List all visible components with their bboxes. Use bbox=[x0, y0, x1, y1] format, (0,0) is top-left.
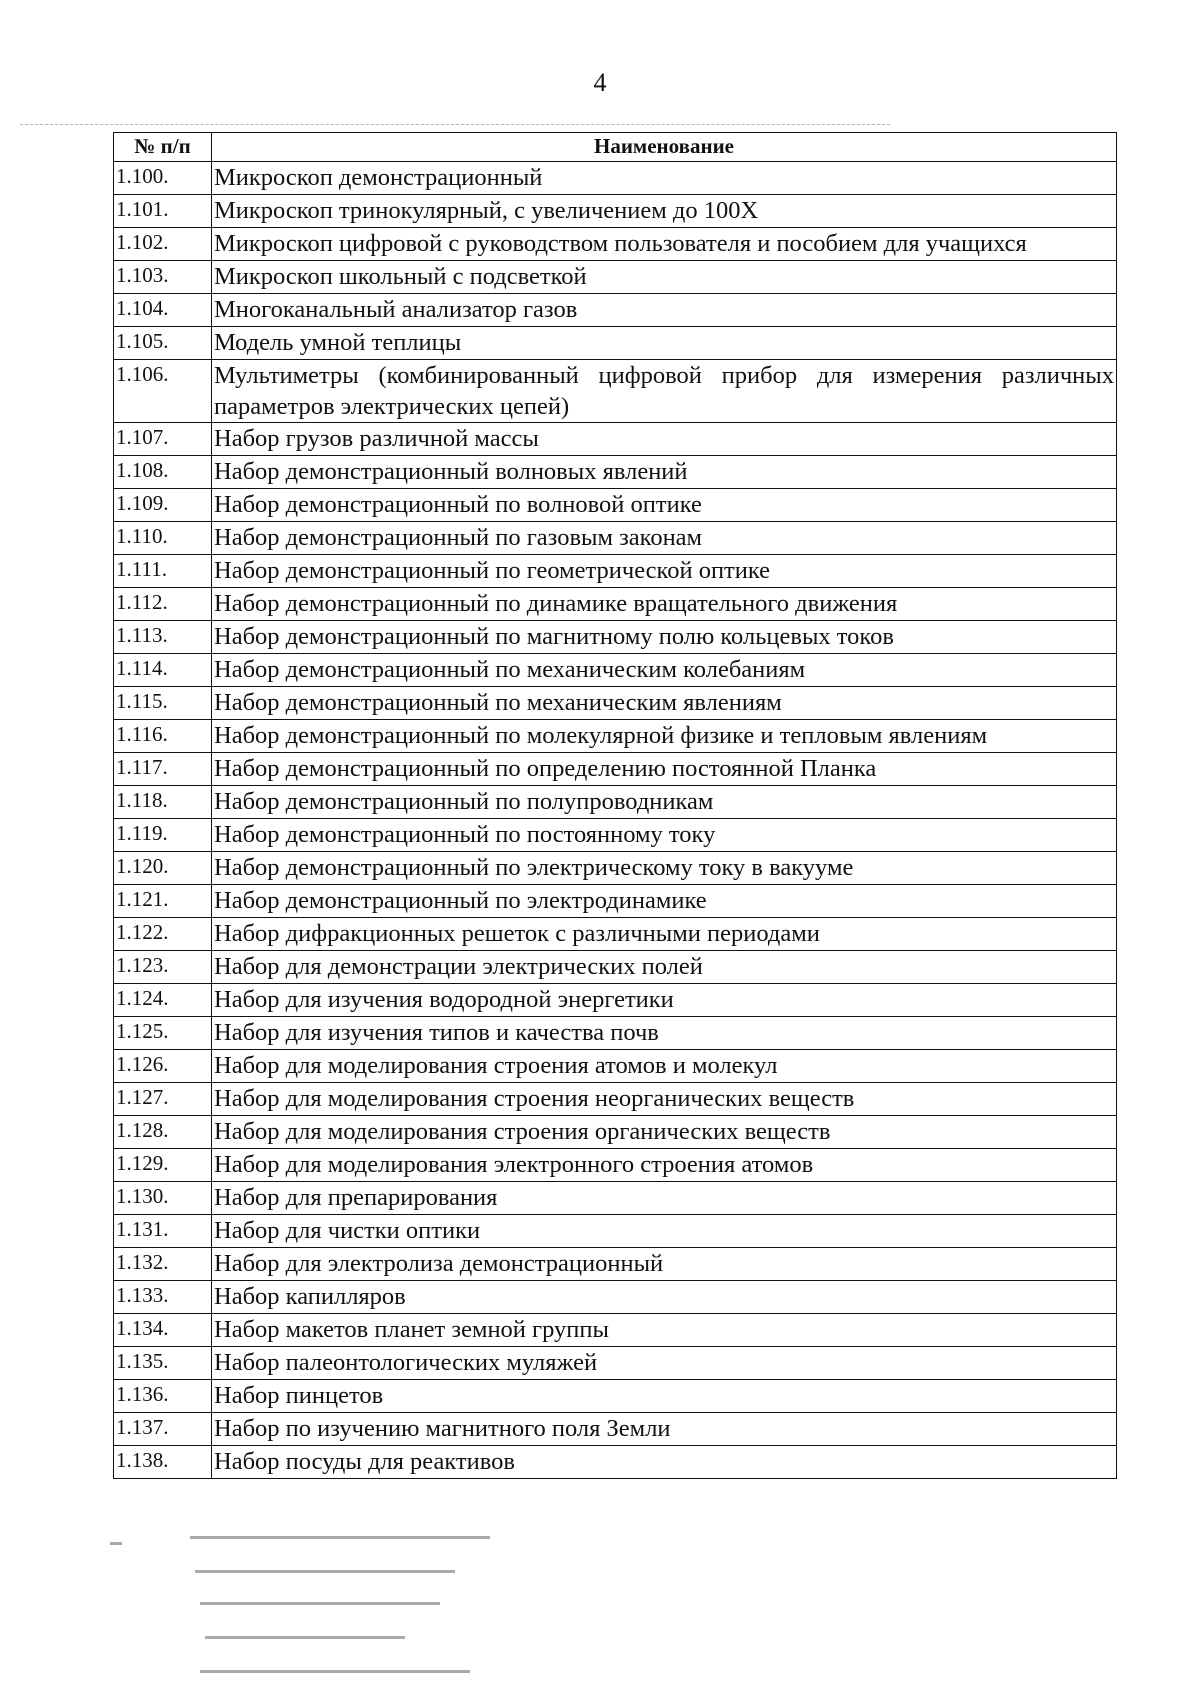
row-name: Набор для моделирования строения атомов и молекул bbox=[212, 1050, 1117, 1083]
row-number: 1.110. bbox=[114, 522, 212, 555]
table-row bbox=[114, 687, 1117, 720]
row-number: 1.108. bbox=[114, 456, 212, 489]
row-number: 1.116. bbox=[114, 720, 212, 753]
row-name: Набор демонстрационный по электродинамике bbox=[212, 885, 1117, 918]
table-row bbox=[114, 327, 1117, 360]
page-number: 4 bbox=[593, 68, 607, 97]
row-name: Набор демонстрационный по определению постоянной Планка bbox=[212, 753, 1117, 786]
row-number: 1.115. bbox=[114, 687, 212, 720]
row-name: Набор демонстрационный волновых явлений bbox=[212, 456, 1117, 489]
row-number: 1.114. bbox=[114, 654, 212, 687]
row-name: Набор дифракционных решеток с различными периодами bbox=[212, 918, 1117, 951]
row-name: Набор грузов различной массы bbox=[212, 423, 1117, 456]
row-name: Набор демонстрационный по волновой оптике bbox=[212, 489, 1117, 522]
row-name: Набор для моделирования строения органических веществ bbox=[212, 1116, 1117, 1149]
row-number: 1.107. bbox=[114, 423, 212, 456]
row-number: 1.125. bbox=[114, 1017, 212, 1050]
row-name: Микроскоп школьный с подсветкой bbox=[212, 261, 1117, 294]
row-number: 1.129. bbox=[114, 1149, 212, 1182]
row-number: 1.132. bbox=[114, 1248, 212, 1281]
row-name: Микроскоп цифровой с руководством пользователя и пособием для учащихся bbox=[212, 228, 1117, 261]
table-row bbox=[114, 885, 1117, 918]
table-row bbox=[114, 654, 1117, 687]
row-name: Набор для моделирования строения неорганических веществ bbox=[212, 1083, 1117, 1116]
row-number: 1.109. bbox=[114, 489, 212, 522]
table-row bbox=[114, 261, 1117, 294]
table-row bbox=[114, 360, 1117, 423]
table-row bbox=[114, 819, 1117, 852]
row-number: 1.122. bbox=[114, 918, 212, 951]
row-number: 1.104. bbox=[114, 294, 212, 327]
row-number: 1.123. bbox=[114, 951, 212, 984]
row-number: 1.100. bbox=[114, 162, 212, 195]
row-number: 1.134. bbox=[114, 1314, 212, 1347]
row-number: 1.135. bbox=[114, 1347, 212, 1380]
table-row bbox=[114, 1083, 1117, 1116]
table-row bbox=[114, 1446, 1117, 1479]
table-row bbox=[114, 786, 1117, 819]
table-row bbox=[114, 1413, 1117, 1446]
column-header-name: Наименование bbox=[212, 133, 1117, 162]
row-number: 1.124. bbox=[114, 984, 212, 1017]
row-name: Микроскоп тринокулярный, с увеличением до 100Х bbox=[212, 195, 1117, 228]
row-number: 1.103. bbox=[114, 261, 212, 294]
table-row bbox=[114, 228, 1117, 261]
row-number: 1.126. bbox=[114, 1050, 212, 1083]
column-header-number: № п/п bbox=[114, 133, 212, 162]
table-row bbox=[114, 588, 1117, 621]
row-name: Набор для демонстрации электрических полей bbox=[212, 951, 1117, 984]
row-number: 1.120. bbox=[114, 852, 212, 885]
row-number: 1.112. bbox=[114, 588, 212, 621]
scan-noise bbox=[110, 1532, 550, 1682]
row-name: Набор демонстрационный по магнитному полю кольцевых токов bbox=[212, 621, 1117, 654]
table-row bbox=[114, 1017, 1117, 1050]
table-row bbox=[114, 1281, 1117, 1314]
row-name: Набор демонстрационный по полупроводникам bbox=[212, 786, 1117, 819]
row-number: 1.137. bbox=[114, 1413, 212, 1446]
table-row bbox=[114, 489, 1117, 522]
row-name: Набор демонстрационный по газовым законам bbox=[212, 522, 1117, 555]
row-name: Набор посуды для реактивов bbox=[212, 1446, 1117, 1479]
equipment-table bbox=[113, 132, 1117, 1479]
row-name: Набор демонстрационный по постоянному току bbox=[212, 819, 1117, 852]
table-row bbox=[114, 423, 1117, 456]
table-row bbox=[114, 1116, 1117, 1149]
row-number: 1.119. bbox=[114, 819, 212, 852]
row-name: Набор для электролиза демонстрационный bbox=[212, 1248, 1117, 1281]
row-number: 1.121. bbox=[114, 885, 212, 918]
table-row bbox=[114, 720, 1117, 753]
row-name: Набор демонстрационный по молекулярной физике и тепловым явлениям bbox=[212, 720, 1117, 753]
row-number: 1.127. bbox=[114, 1083, 212, 1116]
row-name: Набор демонстрационный по электрическому току в вакууме bbox=[212, 852, 1117, 885]
row-name: Набор для моделирования электронного строения атомов bbox=[212, 1149, 1117, 1182]
row-number: 1.111. bbox=[114, 555, 212, 588]
table-row bbox=[114, 162, 1117, 195]
table-row bbox=[114, 1050, 1117, 1083]
table-row bbox=[114, 852, 1117, 885]
row-number: 1.136. bbox=[114, 1380, 212, 1413]
table-row bbox=[114, 294, 1117, 327]
table-header-row bbox=[114, 133, 1117, 162]
row-name: Набор палеонтологических муляжей bbox=[212, 1347, 1117, 1380]
table-row bbox=[114, 984, 1117, 1017]
row-name: Набор капилляров bbox=[212, 1281, 1117, 1314]
table-row bbox=[114, 1149, 1117, 1182]
row-name: Набор для изучения водородной энергетики bbox=[212, 984, 1117, 1017]
row-name: Микроскоп демонстрационный bbox=[212, 162, 1117, 195]
table-row bbox=[114, 1314, 1117, 1347]
table-row bbox=[114, 918, 1117, 951]
row-number: 1.106. bbox=[114, 360, 212, 423]
row-name: Набор демонстрационный по механическим колебаниям bbox=[212, 654, 1117, 687]
table-row bbox=[114, 951, 1117, 984]
row-number: 1.130. bbox=[114, 1182, 212, 1215]
table-row bbox=[114, 621, 1117, 654]
row-number: 1.128. bbox=[114, 1116, 212, 1149]
row-number: 1.138. bbox=[114, 1446, 212, 1479]
row-number: 1.133. bbox=[114, 1281, 212, 1314]
table-row bbox=[114, 555, 1117, 588]
row-name: Многоканальный анализатор газов bbox=[212, 294, 1117, 327]
row-name: Набор макетов планет земной группы bbox=[212, 1314, 1117, 1347]
table-row bbox=[114, 753, 1117, 786]
table-row bbox=[114, 456, 1117, 489]
table-row bbox=[114, 1380, 1117, 1413]
row-number: 1.102. bbox=[114, 228, 212, 261]
row-number: 1.113. bbox=[114, 621, 212, 654]
row-number: 1.105. bbox=[114, 327, 212, 360]
row-name: Набор для препарирования bbox=[212, 1182, 1117, 1215]
scan-artifact-line bbox=[20, 124, 890, 125]
table-row bbox=[114, 195, 1117, 228]
row-number: 1.131. bbox=[114, 1215, 212, 1248]
row-name: Набор для изучения типов и качества почв bbox=[212, 1017, 1117, 1050]
row-number: 1.101. bbox=[114, 195, 212, 228]
table-row bbox=[114, 522, 1117, 555]
row-number: 1.117. bbox=[114, 753, 212, 786]
table-row bbox=[114, 1215, 1117, 1248]
row-name: Набор пинцетов bbox=[212, 1380, 1117, 1413]
row-name: Мультиметры (комбинированный цифровой прибор для измерения различных параметров электрических цепей) bbox=[212, 360, 1117, 423]
row-name: Набор для чистки оптики bbox=[212, 1215, 1117, 1248]
row-name: Набор демонстрационный по динамике вращательного движения bbox=[212, 588, 1117, 621]
row-name: Набор демонстрационный по геометрической оптике bbox=[212, 555, 1117, 588]
table-row bbox=[114, 1182, 1117, 1215]
row-name: Модель умной теплицы bbox=[212, 327, 1117, 360]
row-number: 1.118. bbox=[114, 786, 212, 819]
table-row bbox=[114, 1248, 1117, 1281]
row-name: Набор по изучению магнитного поля Земли bbox=[212, 1413, 1117, 1446]
table-body bbox=[114, 162, 1117, 1479]
table-row bbox=[114, 1347, 1117, 1380]
row-name: Набор демонстрационный по механическим явлениям bbox=[212, 687, 1117, 720]
